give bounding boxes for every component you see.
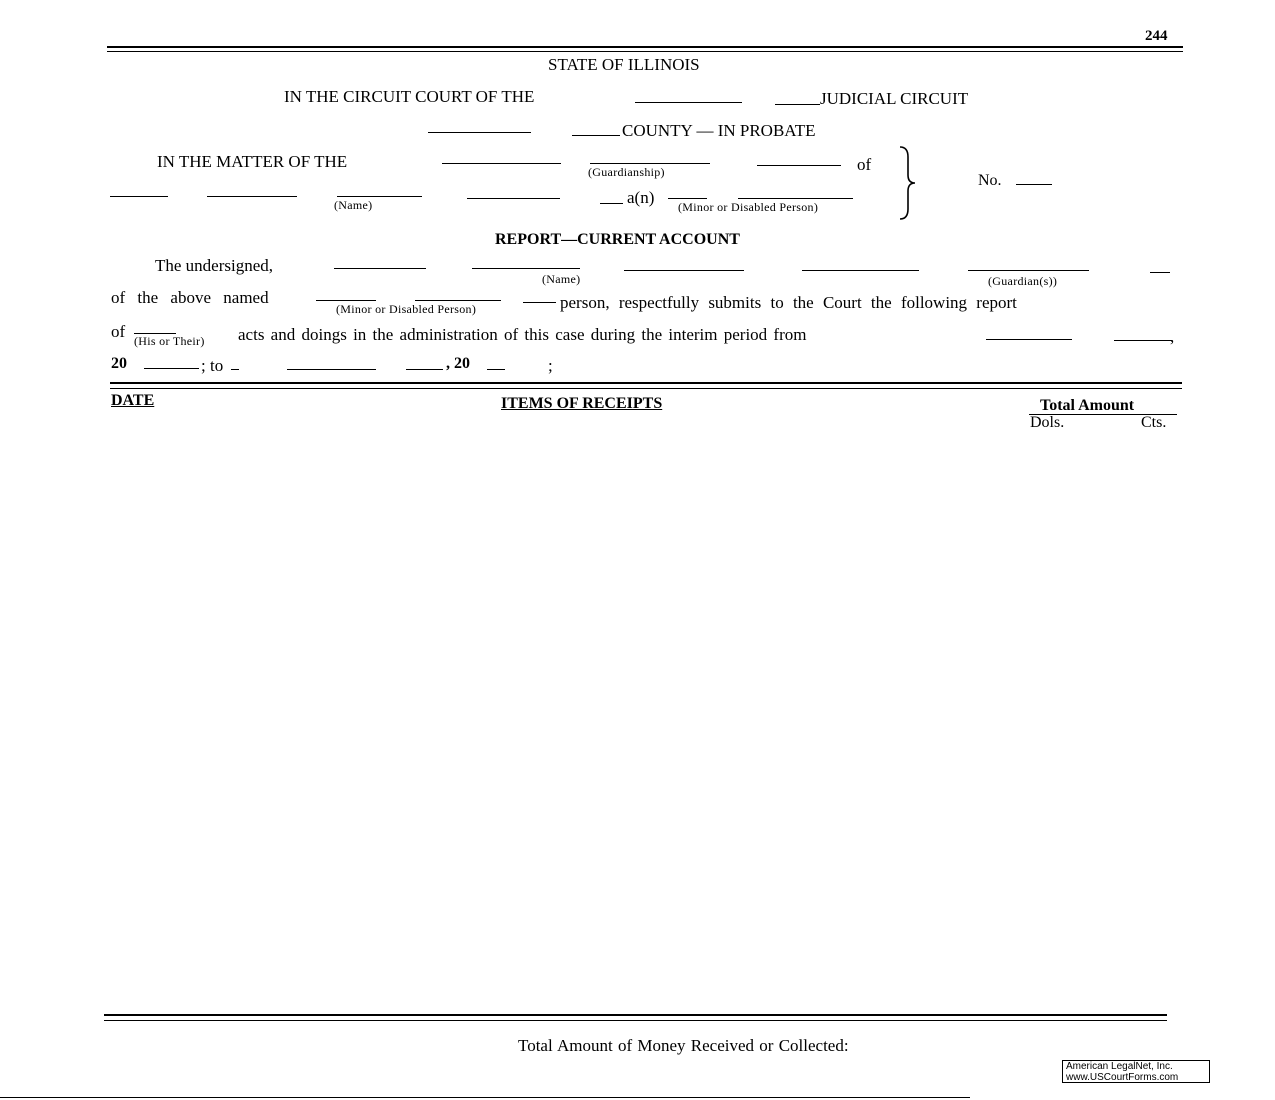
county-blank[interactable] [428, 132, 531, 133]
circuit-number-blank-2[interactable] [775, 104, 820, 105]
above-named-blank-3[interactable] [523, 302, 556, 303]
minor-blank-1[interactable] [668, 198, 707, 199]
guardianship-caption: (Guardianship) [588, 165, 665, 179]
name-blank-4[interactable] [467, 198, 560, 199]
undersigned-blank-4[interactable] [802, 270, 919, 271]
minor-disabled-caption: (Minor or Disabled Person) [678, 200, 819, 214]
undersigned-blank-5[interactable] [968, 270, 1089, 271]
name-blank-2[interactable] [207, 196, 297, 197]
period-from-blank-2[interactable] [1114, 340, 1172, 341]
circuit-number-blank[interactable] [635, 102, 742, 103]
items-header: ITEMS OF RECEIPTS [501, 395, 663, 412]
page-bottom-rule [0, 1097, 970, 1098]
acts-doings-text: acts and doings in the administration of this case during the interim period from [238, 325, 807, 344]
name-blank-5[interactable] [600, 203, 623, 204]
of-word-2: of [111, 322, 126, 341]
dols-header: Dols. [1030, 414, 1065, 431]
court-line: IN THE CIRCUIT COURT OF THE [284, 87, 535, 106]
brace-icon [898, 145, 918, 221]
name-blank-1[interactable] [110, 196, 168, 197]
period-comma: , [1170, 327, 1175, 346]
case-number-blank[interactable] [1016, 184, 1052, 185]
name-caption: (Name) [334, 198, 373, 212]
publisher-stamp [1062, 1060, 1210, 1083]
top-rule-2 [107, 51, 1183, 52]
his-their-caption: (His or Their) [134, 334, 205, 348]
county-probate-label: COUNTY — IN PROBATE [622, 121, 816, 140]
stamp-line-2: www.USCourtForms.com [1066, 1072, 1179, 1083]
period-from-blank-1[interactable] [986, 339, 1072, 340]
case-number-label: No. [978, 172, 1002, 189]
matter-blank-2[interactable] [757, 165, 841, 166]
table-top-rule [110, 382, 1182, 384]
total-money-label: Total Amount of Money Received or Collected: [518, 1036, 849, 1055]
to-blank-2[interactable] [287, 369, 376, 370]
semicolon: ; [548, 356, 553, 375]
year-to-blank[interactable] [487, 369, 505, 370]
above-named-blank-1[interactable] [316, 300, 376, 301]
receipts-table-body[interactable] [110, 432, 1182, 1007]
year-from-blank[interactable] [144, 368, 199, 369]
undersigned-blank-2[interactable] [472, 268, 580, 269]
date-header: DATE [111, 392, 155, 409]
top-rule [107, 46, 1183, 48]
report-title: REPORT—CURRENT ACCOUNT [495, 231, 740, 248]
person-submits-text: person, respectfully submits to the Court the following report [560, 293, 1017, 312]
name-caption-2: (Name) [542, 272, 581, 286]
above-named-label: of the above named [111, 288, 269, 307]
to-word: ; to [201, 356, 224, 375]
bottom-rule-2 [104, 1020, 1167, 1021]
bottom-rule [104, 1014, 1167, 1016]
above-named-blank-2[interactable] [415, 300, 501, 301]
stamp-line-1: American LegalNet, Inc. [1066, 1061, 1173, 1072]
a-n-label: a(n) [627, 188, 655, 207]
undersigned-blank-6[interactable] [1150, 272, 1170, 273]
undersigned-label: The undersigned, [155, 256, 274, 275]
page-number: 244 [1145, 28, 1168, 44]
undersigned-blank-3[interactable] [624, 270, 744, 271]
matter-blank-1[interactable] [442, 163, 561, 164]
to-blank-1[interactable] [231, 369, 239, 370]
guardians-caption: (Guardian(s)) [988, 274, 1058, 288]
of-word: of [857, 155, 872, 174]
guardianship-blank[interactable] [590, 163, 710, 164]
year-prefix-2: , 20 [446, 355, 470, 372]
matter-of-label: IN THE MATTER OF THE [157, 152, 348, 171]
county-blank-2[interactable] [572, 135, 620, 136]
state-heading: STATE OF ILLINOIS [548, 55, 700, 74]
total-amount-header: Total Amount [1040, 397, 1135, 414]
year-prefix: 20 [111, 355, 127, 372]
undersigned-blank-1[interactable] [334, 268, 426, 269]
table-top-rule-2 [110, 388, 1182, 389]
cts-header: Cts. [1141, 414, 1167, 431]
minor-blank-2[interactable] [738, 198, 853, 199]
name-blank-3[interactable] [337, 196, 422, 197]
judicial-circuit-label: JUDICIAL CIRCUIT [820, 89, 969, 108]
minor-disabled-caption-2: (Minor or Disabled Person) [336, 302, 477, 316]
to-blank-3[interactable] [406, 369, 443, 370]
